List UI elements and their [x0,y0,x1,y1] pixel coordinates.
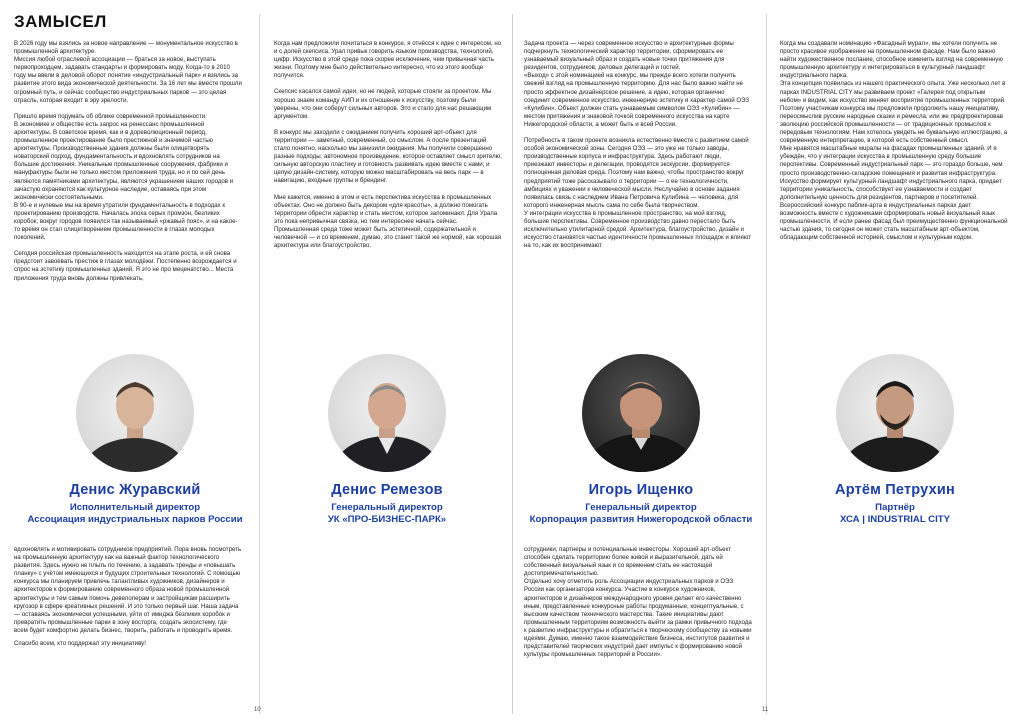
person-card [770,354,1020,526]
page-title: ЗАМЫСЕЛ [14,12,107,31]
paragraph: Спасибо всем, кто поддержал эту инициативу! [14,640,146,648]
paragraph: Скепсис касался самой идеи, но не людей, которые стояли за проектом. Мы хорошо знаем команду АИП и их отношение к искусству, поэтому были уверены, что они соберут сильных авторов. Это и стало для нас решающим аргументом. [274,88,492,120]
person-role: Генеральный директор [585,502,697,513]
paragraph: Пришло время подумать об облике современной промышленности. В экономике и обществе есть запрос на ренессанс промышленной архитектуры. В советское время, как и в дореволюционный период, промышленное проектирование было престижной и значимой частью архитектуры. Производственные здания должны были олицетворять новаторский подход, фундаментальность и вдохновлять сотрудников на большие достижения. Уникальные промышленные сооружения, фабрики и мануфактуры были не только местом приложения труда, но и по сей день являются памятниками архитектуры, являются украшением наших городов и зачастую охраняются как культурное наследие, оставаясь при этом экономически состоятельными. В 90-е и нулевые мы на время утратили фундаментальность в подходах к проектированию производств. Началась эпоха серых промзон, безликих коробок; вокруг городов появился так называемый «ржавый пояс», и на какое-то время он стал олицетворением промышленности в глазах молодых поколений. [14,112,238,242]
paragraph: сотрудники, партнеры и потенциальные инвесторы. Хороший арт-объект способен сделать территорию более живой и выразительной, дать ей собственный визуальный язык и со временем стать ее настоящей достопримечательностью. Отдельно хочу отметить роль Ассоциации индустриальных парков и ОЭЗ России как организатора конкурса. Участие в конкурсе художников, архитекторов и дизайнеров международного уровня делает его качественно иным, представленные конкурсные работы продуманные, концептуальные, с высоким качеством технического мастерства. Такие инициативы дают промышленным территориям возможность выйти за рамки привычного подхода к развитию инфраструктуры и обратиться к творческому сообществу за новыми идеями. Думаю, именно такое взаимодействие бизнеса, институтов развития и представителей творческих индустрий дает импульс к формированию новой культуры промышленных территорий в России». [524,546,752,659]
avatar [836,354,954,472]
avatar [328,354,446,472]
person-role: Партнёр [875,502,915,513]
portrait-photo-icon [582,354,700,472]
person-name: Игорь Ищенко [588,482,694,498]
text-column-1 [14,40,242,340]
person-role: Генеральный директор [331,502,443,513]
person-org: ХСА | INDUSTRIAL CITY [839,514,951,525]
paragraph: В 2026 году мы взялись за новое направление — монументальное искусство в промышленной архитектуре. Миссия любой отраслевой ассоциации — браться за новое, выступать первопроходцем, задавать стандарты и формировать моду. Когда-то в 2010 году мы ввели в деловой оборот понятие «индустриальный парк» и взялись за развитие этого вида экономической деятельности. За 16 лет мы вместе прошли огромный путь, и сейчас сообщество индустриальных парков — это целая отрасль, которая входит в эру зрелости. [14,40,242,104]
paragraph: В конкурс мы заходили с ожиданием получить хороший арт-объект для территории — заметный, современный, со смыслом. А после презентаций стало понятно, насколько мы занизили ожидания. Мы получили совершенно разные подходы: автономное произведение, которое оставляет смысл зрителю; сильную авторскую пластику и готовность развивать идею вместе с нами; и целую дизайн-систему, которую можно масштабировать на весь парк — в навигацию, входные группы и брендинг. [274,128,502,185]
person-org: УК «ПРО-БИЗНЕС-ПАРК» [327,514,447,525]
person-role: Исполнительный директор [69,502,201,513]
person-name: Денис Ремезов [331,482,443,498]
avatar [76,354,194,472]
person-org: Ассоциация индустриальных парков России [27,514,243,525]
portrait-photo-icon [76,354,194,472]
avatar [582,354,700,472]
column-divider [766,14,767,714]
text-column-2 [274,40,502,340]
paragraph: Когда мы создавали номинацию «Фасадный мурал», мы хотели получить не просто красивое изображение на промышленном фасаде. Нам было важно найти художественное послание, способное изменить взгляд на современную промышленную архитектуру и интегрироваться в культурный ландшафт индустриального парка. Эта концепция появилась из нашего практического опыта. Уже несколько лет в парках INDUSTRIAL CITY мы развиваем проект «Галерея под открытым небом» и видим, как искусство меняет восприятие промышленных территорий. Поэтому участникам конкурса мы предложили продолжить нашу инициативу, переосмыслив русские народные сказки и ремесла, или же предпроектировав эволюцию российской промышленности — от традиционных промыслов к передовым технологиям. Нам хотелось увидеть не буквальную иллюстрацию, а современную интерпретацию, в которой есть собственный смысл. Мне нравятся масштабные мuралы на фасадах промышленных зданий. И я убеждён, что у интеграции искусства в промышленную среду большие перспективы. Современный индустриальный парк — это гораздо больше, чем просто производственно-складские помещения и развитая инфраструктура. Искусство формирует культурный ландшафт индустриального парка, придает территории уникальность, способствует ее узнаваемости и создает дополнительную ценность для резидентов, партнеров и посетителей. Всероссийский конкурс паблик-арта в индустриальных парках дает возможность вместе с художниками сформировать новый визуальный язык промышленности. И если ранее фасад был преимущественно функциональной частью здания, то сегодня он может стать масштабным арт-объектом, обладающим собственной историей, смыслом и культурным кодом. [780,40,1008,242]
portrait-photo-icon [836,354,954,472]
paragraph: Задача проекта — через современное искусство и архитектурные формы подчеркнуть технологический характер территории, сформировать ее узнаваемый визуальный образ и создать новые точки притяжения для резидентов, сотрудников, деловых делегаций и гостей. «Выход» с этой номинацией на конкурс, мы прежде всего хотели получить свежий взгляд на промышленную территорию. Для нас было важно найти не просто эффектное дизайнерское решение, а идею, которая органично соединит современное искусство, инженерную эстетику и характер самой ОЭЗ «Кулибин». Объект должен стать узнаваемым символом ОЭЗ «Кулибин» — местом притяжения и знаковой точкой современного искусства на карте Нижегородской области, а может быть и всей России. [524,40,750,128]
page-gutter [512,14,513,714]
paragraph: Мне кажется, именно в этом и есть перспектива искусства в промышленных объектах. Оно не должно быть декором «для красоты», а должно помогать территории обрести характер и стать местом, которое запоминают. Для Урала это пока непривычная связка, но тем интереснее начать сейчас. Промышленная среда тоже может быть эстетичной, содержательной и человечной — и со временем, думаю, это станет такой же нормой, как хорошая архитектура или благоустройство. [274,193,502,250]
paragraph: вдохновлять и мотивировать сотрудников предприятий. Пора вновь посмотреть на промышленную архитектуру как на важный фактор технологического развития. Здесь нужно не плыть по течению, а задавать тренды и «повышать планку» с учётом имеющихся и будущих строительных технологий. С помощью конкурса мы планируем привлечь талантливых художников, дизайнеров и архитекторов к формированию современного образа новой промышленной архитектуры и тем самым помочь девелоперам и застройщикам расширить кругозор в сфере креативных решений. И это только первый шаг. Наша задача — оставаясь экономически успешными, уйти от имиджа безликих коробок и превратить промышленные парки в зону восторга, создать экосистему, где всем будет комфортно делать бизнес, творить, работать и проводить время. [14,546,242,634]
person-card [10,354,260,526]
person-name: Денис Журавский [69,482,201,498]
text-column-4 [780,40,1008,340]
person-org: Корпорация развития Нижегородской области [529,514,753,525]
paragraph: Сегодня российская промышленность находится на этапе роста, и ей снова предстоит завоевать престиж в глазах молодёжи. Постепенно возрождается и спрос на эстетику промышленных зданий. Я это не про меценатство... Места приложения труда вновь должны привлекать, [14,250,237,282]
text-column-bottom-1 [14,546,242,716]
text-column-bottom-3 [524,546,752,716]
person-name: Артём Петрухин [835,482,955,498]
person-card [262,354,512,526]
person-card [516,354,766,526]
paragraph: Когда нам предложили почитаться в конкурсе, я отнёсся к идее с интересом, но и с долей скепсиса. Урал привык говорить языком производства, технологий, цифр. Искусство в этой среде пока скорее исключение, чем привычная часть жизни. Поэтому мне было действительно интересно, что из этого вообще получится. [274,40,502,80]
page-number-left: 10 [254,707,261,713]
portrait-photo-icon [328,354,446,472]
text-column-3 [524,40,752,340]
paragraph: Потребность в таком проекте возникла естественно вместе с развитием самой особой экономической зоны. Сегодня ОЭЗ — это уже не только заводы, производственные корпуса и инфраструктура. Здесь работают люди, приезжают инвесторы и делегации, проводятся экскурсии, формируется полноценная деловая среда. Поэтому нам важно, чтобы пространство вокруг предприятий тоже рассказывало о территории — о ее технологичности, амбициях и уважении к человеческой мысли. Неслучайно в основе задания появилась связь с наследием Ивана Петровича Кулибина — человека, для которого инженерная мысль сама по себе была творчеством. У интеграции искусства в промышленное пространство, на мой взгляд, большие перспективы. Современное производство давно перестало быть исключительно утилитарной средой. Архитектура, благоустройство, дизайн и искусство становятся частью идентичности промышленных площадок и влияют на то, как их воспринимают [524,137,752,250]
page-number-right: 11 [762,707,769,713]
